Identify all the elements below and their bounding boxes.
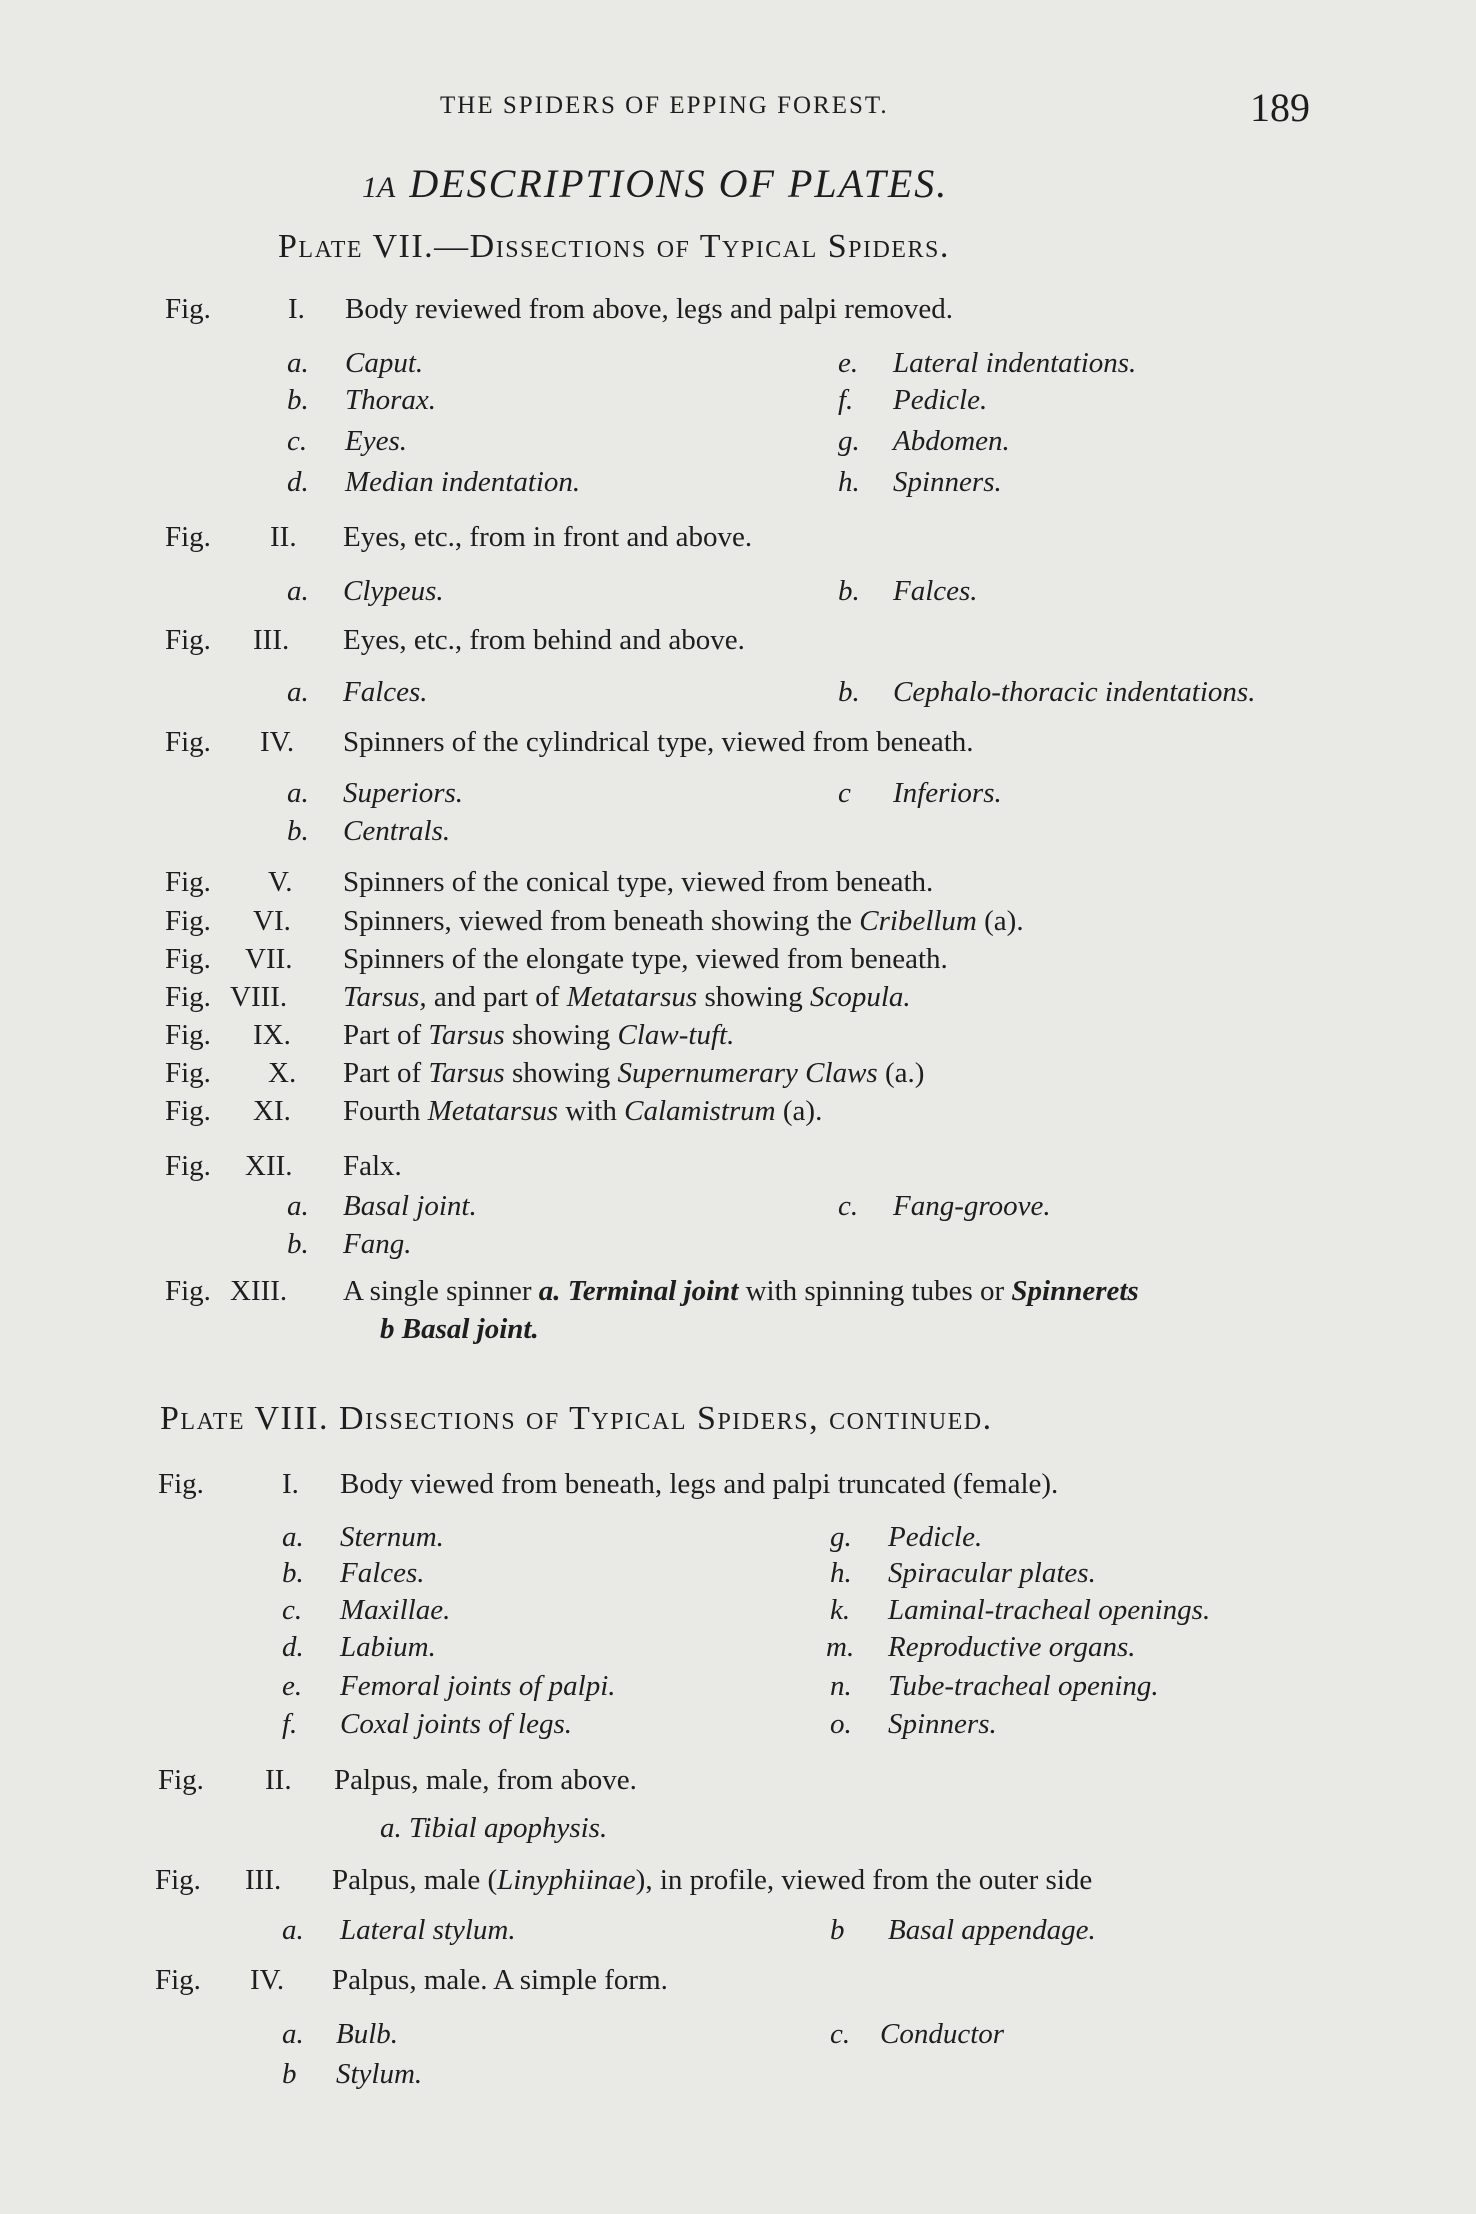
fig-number: III. [245, 1864, 282, 1896]
item-text: Pedicle. [893, 384, 988, 416]
fig-label: Fig. [155, 1864, 201, 1896]
item-letter: c. [282, 1594, 303, 1626]
page-title [362, 160, 948, 207]
item-letter: b. [287, 1228, 309, 1260]
item-text: Abdomen. [893, 425, 1010, 457]
fig-description: Tarsus, and part of Metatarsus showing Scopula. [343, 981, 911, 1013]
fig-label: Fig. [165, 726, 211, 758]
fig-number: V. [268, 866, 293, 898]
fig-description: Spinners, viewed from beneath showing the Cribellum (a). [343, 905, 1024, 937]
fig-description: Body viewed from beneath, legs and palpi truncated (female). [340, 1468, 1059, 1500]
item-text: Stylum. [336, 2058, 423, 2090]
item-text: Falces. [893, 575, 978, 607]
item-letter: c. [838, 1190, 859, 1222]
item-text: Basal appendage. [888, 1914, 1096, 1946]
fig-description: Falx. [343, 1150, 402, 1182]
fig-description: Palpus, male. A simple form. [332, 1964, 668, 1996]
item-text: Median indentation. [345, 466, 581, 498]
fig-description: Part of Tarsus showing Claw-tuft. [343, 1019, 735, 1051]
fig-number: XII. [245, 1150, 293, 1182]
fig-label: Fig. [165, 1150, 211, 1182]
item-letter: a. [287, 575, 309, 607]
item-text: Falces. [340, 1557, 425, 1589]
fig-label: Fig. [158, 1468, 204, 1500]
fig-description: A single spinner a. Terminal joint with spinning tubes or Spinnerets [343, 1275, 1139, 1307]
fig-description: Spinners of the elongate type, viewed from beneath. [343, 943, 948, 975]
item-letter: g. [838, 425, 860, 457]
title-text: DESCRIPTIONS OF PLATES. [409, 161, 949, 206]
item-text: Lateral indentations. [893, 347, 1137, 379]
item-letter: h. [830, 1557, 852, 1589]
item-letter: d. [282, 1631, 304, 1663]
fig-number: VIII. [230, 981, 288, 1013]
fig-description: Palpus, male, from above. [334, 1764, 637, 1796]
fig-description: Eyes, etc., from in front and above. [343, 521, 753, 553]
fig-number: I. [288, 293, 305, 325]
fig-description-continued: b Basal joint. [380, 1313, 539, 1345]
item-letter: b. [838, 676, 860, 708]
item-text: Reproductive organs. [888, 1631, 1136, 1663]
fig-number: I. [282, 1468, 299, 1500]
item-text: Falces. [343, 676, 428, 708]
fig-number: VI. [253, 905, 291, 937]
fig-number: IX. [253, 1019, 291, 1051]
running-title: THE SPIDERS OF EPPING FOREST. [440, 92, 889, 119]
item-text: Tube-tracheal opening. [888, 1670, 1159, 1702]
item-text: Spinners. [893, 466, 1002, 498]
item-letter: a. [282, 2018, 304, 2050]
fig-label: Fig. [165, 866, 211, 898]
item-text: Fang. [343, 1228, 412, 1260]
fig-number: XIII. [230, 1275, 288, 1307]
item-letter: a. [282, 1914, 304, 1946]
item-letter: k. [830, 1594, 851, 1626]
fig-description: Spinners of the cylindrical type, viewed from beneath. [343, 726, 974, 758]
item-letter: b [830, 1914, 845, 1946]
fig-label: Fig. [165, 981, 211, 1013]
item-letter: h. [838, 466, 860, 498]
fig-number: II. [270, 521, 297, 553]
item-letter: c. [830, 2018, 851, 2050]
item-text: Caput. [345, 347, 424, 379]
fig-number: IV. [250, 1964, 285, 1996]
item-letter: d. [287, 466, 309, 498]
item-text: Spiracular plates. [888, 1557, 1096, 1589]
item-letter: f. [282, 1708, 298, 1740]
fig-label: Fig. [165, 1095, 211, 1127]
item-text: Sternum. [340, 1521, 444, 1553]
item-letter: b. [838, 575, 860, 607]
fig-label: Fig. [165, 1275, 211, 1307]
item-text: Maxillae. [340, 1594, 451, 1626]
item-text: Basal joint. [343, 1190, 477, 1222]
fig-number: X. [268, 1057, 297, 1089]
item-text: a. Tibial apophysis. [380, 1812, 608, 1844]
item-text: Lateral stylum. [340, 1914, 516, 1946]
item-letter: a. [287, 777, 309, 809]
item-text: Laminal-tracheal openings. [888, 1594, 1211, 1626]
fig-number: IV. [260, 726, 295, 758]
fig-number: III. [253, 624, 290, 656]
fig-label: Fig. [165, 943, 211, 975]
item-letter: f. [838, 384, 854, 416]
item-letter: o. [830, 1708, 852, 1740]
item-letter: b. [287, 384, 309, 416]
item-text: Thorax. [345, 384, 437, 416]
item-letter: a. [282, 1521, 304, 1553]
item-text: Coxal joints of legs. [340, 1708, 572, 1740]
item-letter: e. [838, 347, 859, 379]
item-text: Inferiors. [893, 777, 1002, 809]
fig-description: Fourth Metatarsus with Calamistrum (a). [343, 1095, 823, 1127]
title-number: 1A [362, 171, 396, 204]
fig-description: Spinners of the conical type, viewed from beneath. [343, 866, 934, 898]
item-letter: a. [287, 1190, 309, 1222]
item-letter: e. [282, 1670, 303, 1702]
plate-viii-heading: Plate VIII. Dissections of Typical Spiders, continued. [160, 1400, 993, 1437]
item-letter: n. [830, 1670, 852, 1702]
item-text: Spinners. [888, 1708, 997, 1740]
fig-number: VII. [245, 943, 293, 975]
fig-label: Fig. [165, 521, 211, 553]
fig-description: Eyes, etc., from behind and above. [343, 624, 745, 656]
page-number: 189 [1250, 85, 1310, 130]
item-letter: b. [282, 1557, 304, 1589]
fig-description: Part of Tarsus showing Supernumerary Claws (a.) [343, 1057, 925, 1089]
item-text: Clypeus. [343, 575, 444, 607]
item-letter: m. [826, 1631, 855, 1663]
fig-label: Fig. [158, 1764, 204, 1796]
item-text: Femoral joints of palpi. [340, 1670, 616, 1702]
fig-description: Palpus, male (Linyphiinae), in profile, viewed from the outer side [332, 1864, 1093, 1896]
item-text: Centrals. [343, 815, 451, 847]
fig-label: Fig. [165, 1057, 211, 1089]
item-text: Conductor [880, 2018, 1005, 2050]
item-text: Pedicle. [888, 1521, 983, 1553]
item-letter: g. [830, 1521, 852, 1553]
item-text: Labium. [340, 1631, 436, 1663]
item-text: Bulb. [336, 2018, 399, 2050]
fig-number: II. [265, 1764, 292, 1796]
item-text: Cephalo-thoracic indentations. [893, 676, 1256, 708]
item-letter: a. [287, 347, 309, 379]
fig-label: Fig. [165, 293, 211, 325]
item-letter: c. [287, 425, 308, 457]
fig-label: Fig. [165, 1019, 211, 1051]
plate-vii-heading: Plate VII.—Dissections of Typical Spiders. [278, 228, 950, 265]
item-letter: b [282, 2058, 297, 2090]
fig-description: Body reviewed from above, legs and palpi removed. [345, 293, 954, 325]
item-letter: c [838, 777, 851, 809]
item-text: Fang-groove. [893, 1190, 1051, 1222]
fig-label: Fig. [165, 905, 211, 937]
item-letter: a. [287, 676, 309, 708]
item-letter: b. [287, 815, 309, 847]
fig-label: Fig. [155, 1964, 201, 1996]
item-text: Superiors. [343, 777, 464, 809]
fig-label: Fig. [165, 624, 211, 656]
fig-number: XI. [253, 1095, 291, 1127]
item-text: Eyes. [345, 425, 407, 457]
